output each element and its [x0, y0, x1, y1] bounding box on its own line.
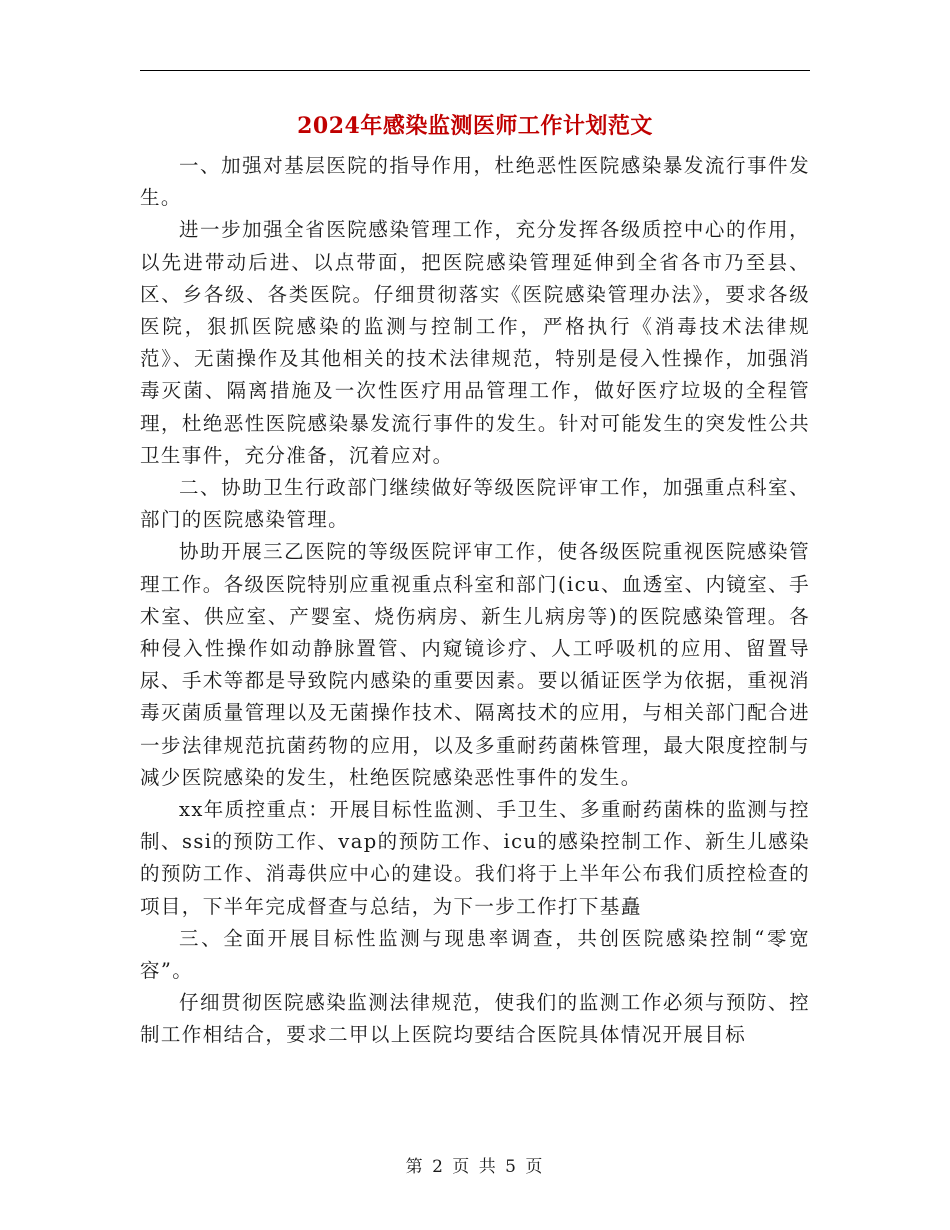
page-number: 第 2 页 共 5 页	[405, 1157, 545, 1177]
paragraph-section-2-body: 协助开展三乙医院的等级医院评审工作，使各级医院重视医院感染管理工作。各级医院特别应重视重点科室和部门(icu、血透室、内镜室、手术室、供应室、产婴室、烧伤病房、新生儿病房等)的医院感染管理。各种侵入性操作如动静脉置管、内窥镜诊疗、人工呼吸机的应用、留置导尿、手术等都是导致院内感染的重要因素。要以循证医学为依据，重视消毒灭菌质量管理以及无菌操作技术、隔离技术的应用，与相关部门配合进一步法律规范抗菌药物的应用，以及多重耐药菌株管理，最大限度控制与减少医院感染的发生，杜绝医院感染恶性事件的发生。	[140, 540, 810, 789]
paragraph-section-3-body: 仔细贯彻医院感染监测法律规范，使我们的监测工作必须与预防、控制工作相结合，要求二甲以上医院均要结合医院具体情况开展目标	[140, 991, 810, 1047]
paragraph-section-1-body: 进一步加强全省医院感染管理工作，充分发挥各级质控中心的作用，以先进带动后进、以点带面，把医院感染管理延伸到全省各市乃至县、区、乡各级、各类医院。仔细贯彻落实《医院感染管理办法》，要求各级医院，狠抓医院感染的监测与控制工作，严格执行《消毒技术法律规范》、无菌操作及其他相关的技术法律规范，特别是侵入性操作，加强消毒灭菌、隔离措施及一次性医疗用品管理工作，做好医疗垃圾的全程管理，杜绝恶性医院感染暴发流行事件的发生。针对可能发生的突发性公共卫生事件，充分准备，沉着应对。	[140, 218, 810, 467]
document-body	[140, 150, 810, 1052]
paragraph-section-1-heading: 一、加强对基层医院的指导作用，杜绝恶性医院感染暴发流行事件发生。	[140, 154, 810, 210]
header-rule	[140, 70, 810, 71]
paragraph-section-2-heading: 二、协助卫生行政部门继续做好等级医院评审工作，加强重点科室、部门的医院感染管理。	[140, 476, 810, 532]
paragraph-quality-focus: xx年质控重点：开展目标性监测、手卫生、多重耐药菌株的监测与控制、ssi的预防工作、vap的预防工作、icu的感染控制工作、新生儿感染的预防工作、消毒供应中心的建设。我们将于上半年公布我们质控检查的项目，下半年完成督查与总结，为下一步工作打下基矗	[140, 798, 810, 918]
paragraph-section-3-heading: 三、全面开展目标性监测与现患率调查，共创医院感染控制“零宽容”。	[140, 926, 810, 983]
document-title: 2024年感染监测医师工作计划范文	[297, 113, 653, 139]
